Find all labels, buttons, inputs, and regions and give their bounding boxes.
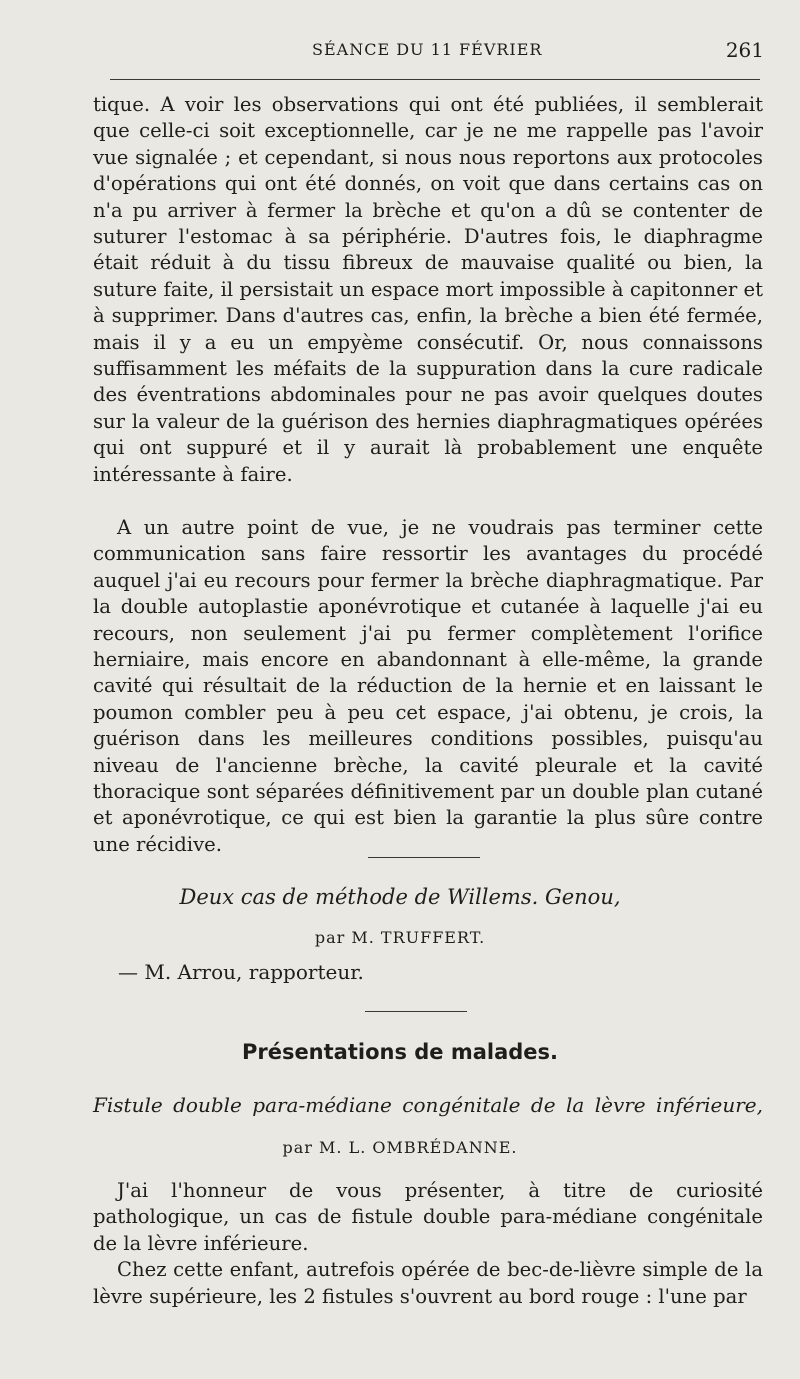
section-divider (368, 857, 480, 858)
paragraph-text: A un autre point de vue, je ne voudrais pas terminer cette communication sans faire ressortir les avantages du procédé auquel j'ai eu recours pour fermer la brèche diaphragmatique. Par la double autoplastie aponévrotique et cutanée à laquelle j'ai eu recours, non seulement j'ai pu fermer complètement l'orifice herniaire, mais encore en abandonnant à elle-même, la grande cavité qui résultait de la réduction de la hernie et en laissant le poumon combler peu à peu cet espace, j'ai obtenu, je crois, la guérison dans les meilleures conditions possibles, puisqu'au niveau de l'ancienne brèche, la cavité pleurale et la cavité thoracique sont séparées définitivement par un double plan cutané et aponévrotique, ce qui est bien la garantie la plus sûre contre une récidive. (93, 516, 763, 856)
paragraph-text: tique. A voir les observations qui ont été publiées, il semblerait que celle-ci soit exceptionnelle, car je ne me rappelle pas l'avoir vue signalée ; et cependant, si nous nous reportons aux protocoles d'opérations qui ont été donnés, on voit que dans certains cas on n'a pu arriver à fermer la brèche et qu'on a dû se contenter de suturer l'estomac à sa périphérie. D'autres fois, le diaphragme était réduit à du tissu fibreux de mauvaise qualité ou bien, la suture faite, il persistait un espace mort impossible à capitonner et à supprimer. Dans d'autres cas, enfin, la brèche a bien été fermée, mais il y a eu un empyème consécutif. Or, nous connaissons suffisamment les méfaits de la suppuration dans la cure radicale des éventrations abdominales pour ne pas avoir quelques doutes sur la valeur de la guérison des hernies diaphragmatiques opérées qui ont suppuré et il y aurait là probablement une enquête intéressante à faire. (93, 93, 763, 486)
case-title: Fistule double para-médiane congénitale de la lèvre inférieure, (93, 1093, 763, 1117)
case-author: par M. L. OMBRÉDANNE. (282, 1138, 518, 1157)
case-description (93, 1178, 763, 1310)
report-reporter: — M. Arrou, rapporteur. (118, 960, 364, 984)
running-title: SÉANCE DU 11 FÉVRIER (312, 40, 543, 59)
paragraph-conclusion (93, 515, 763, 858)
report-title: Deux cas de méthode de Willems. Genou, (179, 885, 621, 909)
paragraph-text: Chez cette enfant, autrefois opérée de bec-de-lièvre simple de la lèvre supérieure, les 2 fistules s'ouvrent au bord rouge : l'une par (93, 1258, 763, 1308)
section-divider (365, 1011, 467, 1012)
section-heading: Présentations de malades. (241, 1040, 559, 1064)
paragraph-continued (93, 92, 763, 488)
paragraph-text: J'ai l'honneur de vous présenter, à titre de curiosité pathologique, un cas de fistule double para-médiane congénitale de la lèvre inférieure. (93, 1179, 763, 1255)
report-author: par M. TRUFFERT. (314, 928, 486, 947)
running-head (0, 38, 800, 66)
page-number: 261 (725, 38, 764, 62)
header-rule (110, 79, 760, 80)
